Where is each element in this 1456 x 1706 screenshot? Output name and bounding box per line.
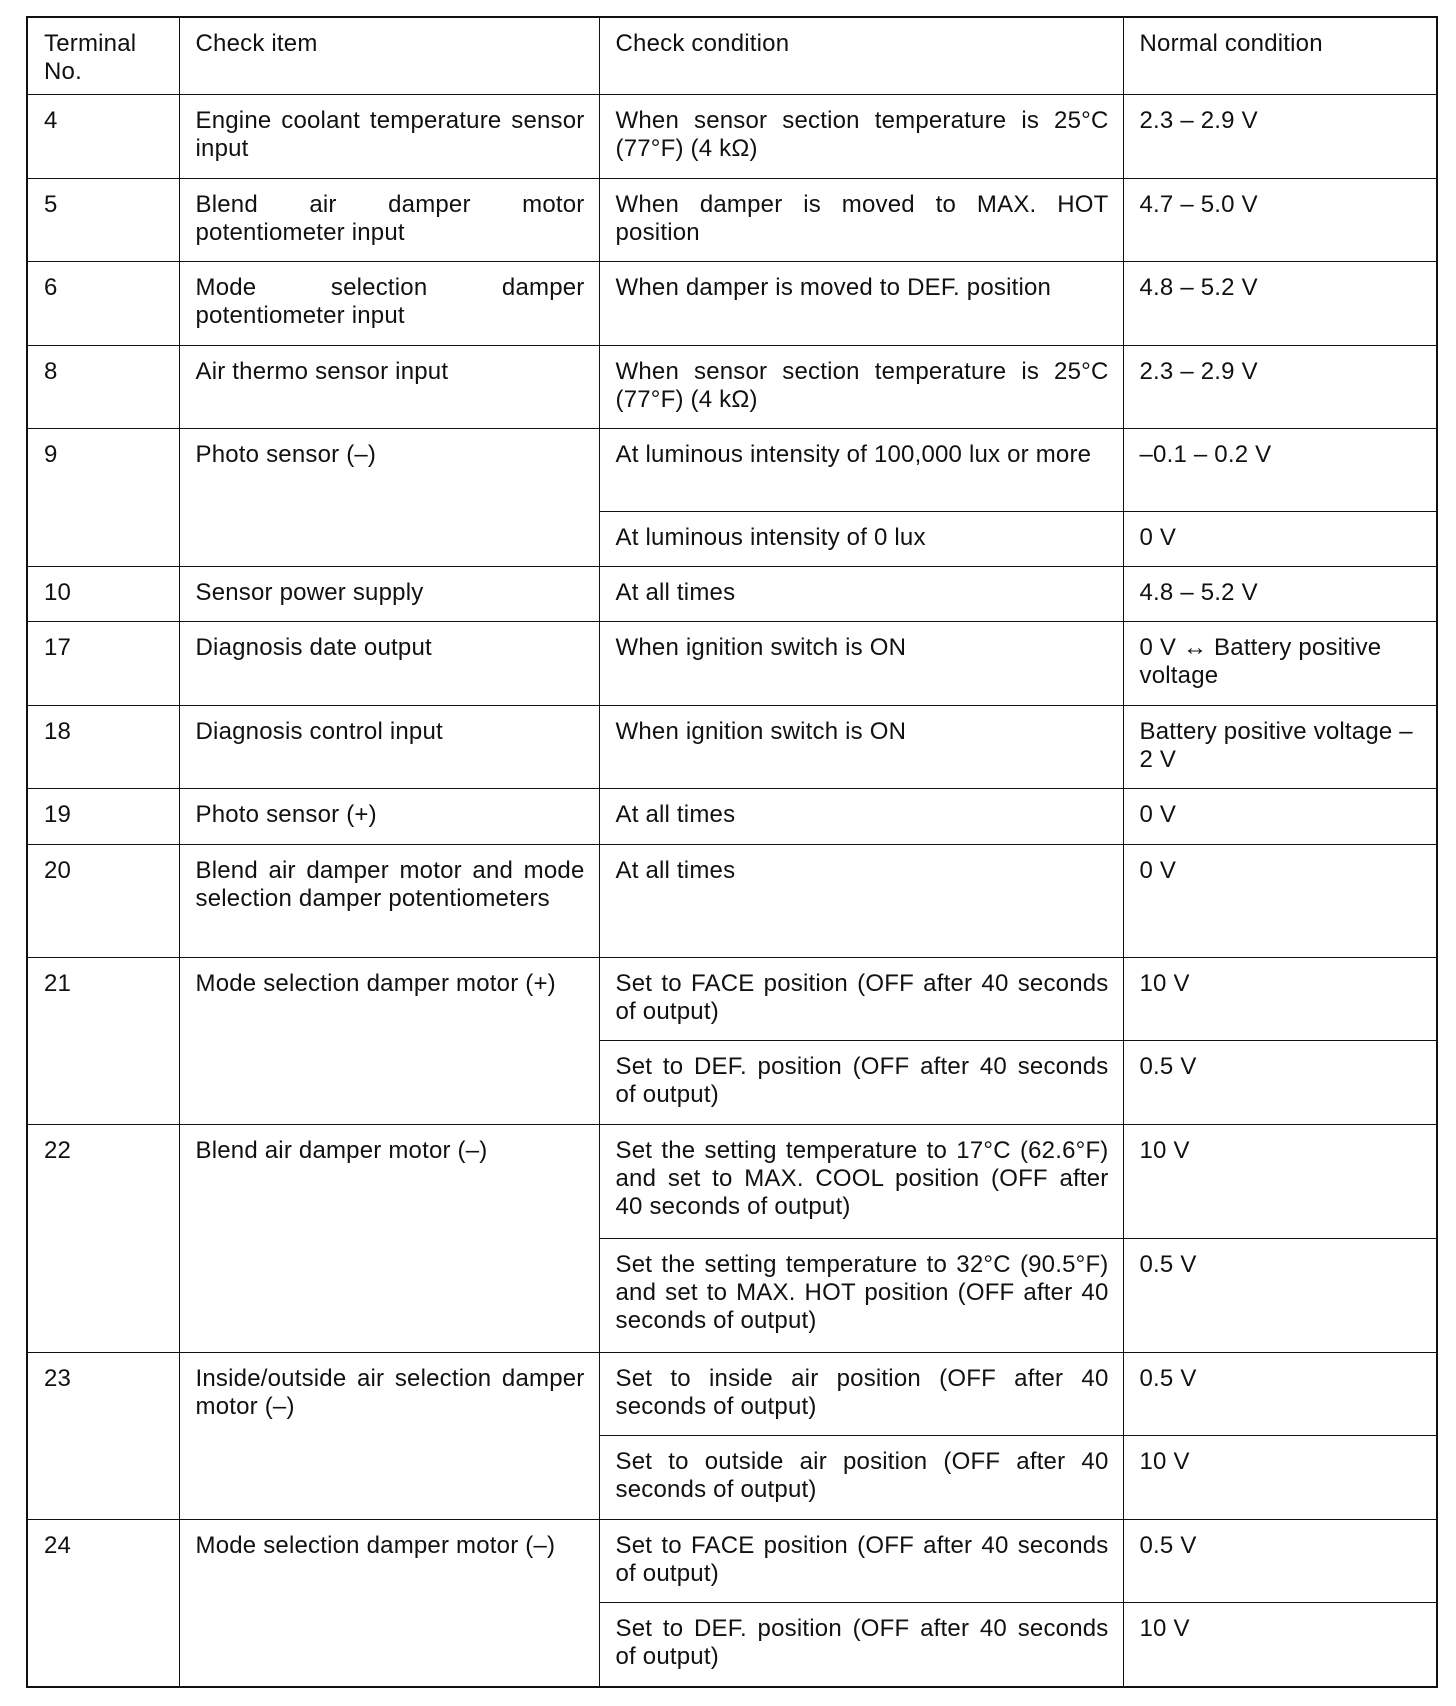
check-condition-cell: When sensor section temperature is 25°C (77°F) (4 kΩ) <box>599 95 1123 179</box>
terminal-no-cell: 18 <box>27 705 179 789</box>
check-item-cell: Sensor power supply <box>179 567 599 622</box>
terminal-no-cell: 20 <box>27 844 179 957</box>
normal-condition-cell: 0 V ↔ Battery positive voltage <box>1123 622 1437 706</box>
normal-condition-cell: 10 V <box>1123 1603 1437 1687</box>
normal-condition-cell: 0 V <box>1123 511 1437 566</box>
check-condition-cell: When ignition switch is ON <box>599 705 1123 789</box>
header-check-condition: Check condition <box>599 17 1123 95</box>
normal-condition-cell: 10 V <box>1123 1124 1437 1238</box>
terminal-no-cell: 23 <box>27 1352 179 1519</box>
check-item-cell: Mode selection damper motor (+) <box>179 957 599 1124</box>
terminal-no-cell: 17 <box>27 622 179 706</box>
check-condition-cell: Set the setting temperature to 32°C (90.5°F) and set to MAX. HOT position (OFF after 40 seconds of output) <box>599 1238 1123 1352</box>
normal-condition-cell: 0.5 V <box>1123 1352 1437 1436</box>
normal-condition-cell: 2.3 – 2.9 V <box>1123 95 1437 179</box>
table-row <box>27 345 1437 429</box>
table-row <box>27 262 1437 346</box>
table-row <box>27 567 1437 622</box>
normal-condition-cell: 0 V <box>1123 789 1437 844</box>
check-condition-cell: Set the setting temperature to 17°C (62.6°F) and set to MAX. COOL position (OFF after 40 seconds of output) <box>599 1124 1123 1238</box>
normal-condition-cell: 4.8 – 5.2 V <box>1123 567 1437 622</box>
table-row <box>27 1352 1437 1436</box>
check-condition-cell: Set to outside air position (OFF after 40 seconds of output) <box>599 1436 1123 1520</box>
normal-condition-cell: 0 V <box>1123 844 1437 957</box>
check-item-cell: Blend air damper motor and mode selection damper potentiometers <box>179 844 599 957</box>
check-condition-cell: When damper is moved to DEF. position <box>599 262 1123 346</box>
check-condition-cell: Set to DEF. position (OFF after 40 seconds of output) <box>599 1603 1123 1687</box>
table-row <box>27 178 1437 262</box>
check-condition-cell: At all times <box>599 567 1123 622</box>
terminal-no-cell: 8 <box>27 345 179 429</box>
table-body <box>27 95 1437 1688</box>
check-item-cell: Diagnosis control input <box>179 705 599 789</box>
check-condition-cell: Set to inside air position (OFF after 40 seconds of output) <box>599 1352 1123 1436</box>
terminal-no-cell: 22 <box>27 1124 179 1352</box>
check-item-cell: Diagnosis date output <box>179 622 599 706</box>
table-row <box>27 844 1437 957</box>
check-item-cell: Mode selection damper potentiometer input <box>179 262 599 346</box>
normal-condition-cell: 0.5 V <box>1123 1519 1437 1603</box>
table-row <box>27 789 1437 844</box>
normal-condition-cell: 10 V <box>1123 1436 1437 1520</box>
normal-condition-cell: Battery positive voltage – 2 V <box>1123 705 1437 789</box>
terminal-no-cell: 21 <box>27 957 179 1124</box>
check-item-cell: Photo sensor (+) <box>179 789 599 844</box>
check-condition-cell: When ignition switch is ON <box>599 622 1123 706</box>
terminal-no-cell: 5 <box>27 178 179 262</box>
table-header-row <box>27 17 1437 95</box>
check-item-cell: Engine coolant temperature sensor input <box>179 95 599 179</box>
table-row <box>27 95 1437 179</box>
normal-condition-cell: 4.8 – 5.2 V <box>1123 262 1437 346</box>
terminal-no-cell: 10 <box>27 567 179 622</box>
table-row <box>27 957 1437 1041</box>
normal-condition-cell: 10 V <box>1123 957 1437 1041</box>
check-item-cell: Inside/outside air selection damper motor (–) <box>179 1352 599 1519</box>
terminal-no-cell: 9 <box>27 429 179 567</box>
normal-condition-cell: 0.5 V <box>1123 1238 1437 1352</box>
terminal-no-cell: 19 <box>27 789 179 844</box>
check-condition-cell: At all times <box>599 789 1123 844</box>
check-condition-cell: Set to FACE position (OFF after 40 seconds of output) <box>599 957 1123 1041</box>
table-row <box>27 705 1437 789</box>
check-condition-cell: When damper is moved to MAX. HOT position <box>599 178 1123 262</box>
normal-condition-cell: –0.1 – 0.2 V <box>1123 429 1437 511</box>
table-row <box>27 1519 1437 1603</box>
table-row <box>27 429 1437 511</box>
table-row <box>27 622 1437 706</box>
terminal-no-cell: 4 <box>27 95 179 179</box>
terminal-no-cell: 6 <box>27 262 179 346</box>
check-item-cell: Blend air damper motor potentiometer input <box>179 178 599 262</box>
check-item-cell: Photo sensor (–) <box>179 429 599 567</box>
check-condition-cell: At luminous intensity of 100,000 lux or more <box>599 429 1123 511</box>
check-condition-cell: Set to DEF. position (OFF after 40 seconds of output) <box>599 1041 1123 1125</box>
header-terminal-no: Terminal No. <box>27 17 179 95</box>
check-condition-cell: At luminous intensity of 0 lux <box>599 511 1123 566</box>
header-normal-condition: Normal condition <box>1123 17 1437 95</box>
terminal-check-table <box>26 16 1438 1688</box>
check-condition-cell: Set to FACE position (OFF after 40 seconds of output) <box>599 1519 1123 1603</box>
terminal-no-cell: 24 <box>27 1519 179 1687</box>
check-condition-cell: When sensor section temperature is 25°C (77°F) (4 kΩ) <box>599 345 1123 429</box>
normal-condition-cell: 0.5 V <box>1123 1041 1437 1125</box>
table-row <box>27 1124 1437 1238</box>
normal-condition-cell: 4.7 – 5.0 V <box>1123 178 1437 262</box>
header-check-item: Check item <box>179 17 599 95</box>
normal-condition-cell: 2.3 – 2.9 V <box>1123 345 1437 429</box>
check-item-cell: Mode selection damper motor (–) <box>179 1519 599 1687</box>
check-condition-cell: At all times <box>599 844 1123 957</box>
check-item-cell: Air thermo sensor input <box>179 345 599 429</box>
check-item-cell: Blend air damper motor (–) <box>179 1124 599 1352</box>
